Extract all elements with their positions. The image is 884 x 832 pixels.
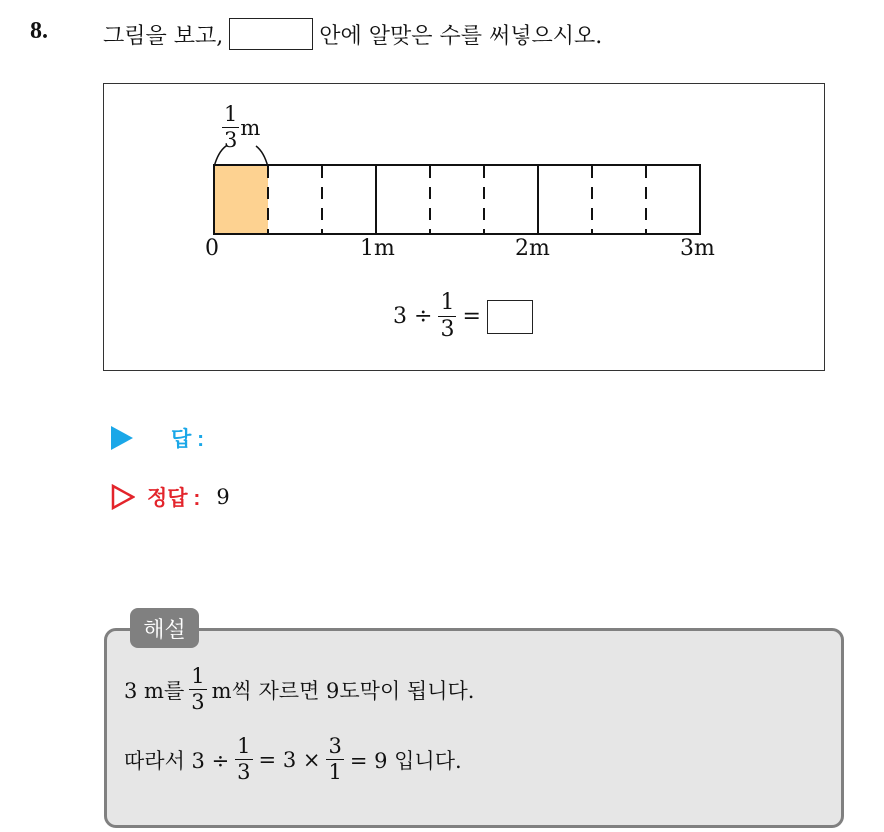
expl2-text-a: 따라서 3 ÷ xyxy=(124,748,230,773)
expl2-fraction-1 xyxy=(235,736,252,783)
expl2-text-c: = 9 입니다. xyxy=(349,748,462,773)
piece-unit: m xyxy=(240,115,261,140)
tick-label-3m: 3m xyxy=(680,236,715,261)
figure-equation xyxy=(393,292,533,341)
piece-fraction xyxy=(222,104,239,151)
shaded-segment xyxy=(214,165,268,234)
equation-fraction-den: 3 xyxy=(440,317,455,342)
expl2-fraction-2 xyxy=(326,736,343,783)
answer-label: 답 : xyxy=(171,428,205,451)
question-text-before: 그림을 보고, xyxy=(103,23,224,49)
equation-fraction-num: 1 xyxy=(440,290,455,315)
correct-arrow-icon xyxy=(111,484,135,510)
expl1-text-a: 3 m를 xyxy=(124,678,185,703)
equation-answer-box[interactable] xyxy=(487,300,533,334)
expl2-text-b: = 3 × xyxy=(258,747,321,772)
expl2-fraction-2-num: 3 xyxy=(328,734,342,758)
explanation-tag: 해설 xyxy=(130,608,199,648)
expl2-fraction-1-den: 3 xyxy=(237,760,251,784)
expl1-fraction-num: 1 xyxy=(191,664,205,688)
explanation-box xyxy=(104,628,844,828)
answer-arrow-icon xyxy=(111,426,133,450)
answer-row xyxy=(111,423,204,453)
equation-fraction xyxy=(438,292,456,341)
explanation-line-1 xyxy=(124,666,474,713)
question-number: 8. xyxy=(30,18,48,44)
correct-answer-value: 9 xyxy=(216,485,230,509)
expl2-fraction-1-num: 1 xyxy=(237,734,251,758)
bar-outline xyxy=(214,165,700,234)
piece-length-label xyxy=(222,104,260,151)
explanation-line-2 xyxy=(124,736,462,783)
tick-label-0: 0 xyxy=(205,236,219,261)
equation-lhs: 3 ÷ xyxy=(393,304,433,329)
correct-answer-label: 정답 : xyxy=(147,487,201,510)
expl1-fraction xyxy=(189,666,206,713)
equation-equals: = xyxy=(462,304,481,329)
expl2-fraction-2-den: 1 xyxy=(328,760,342,784)
question-text-after: 안에 알맞은 수를 써넣으시오. xyxy=(319,23,603,49)
piece-fraction-num: 1 xyxy=(224,102,238,126)
tick-label-1m: 1m xyxy=(360,236,395,261)
piece-fraction-den: 3 xyxy=(224,128,238,152)
correct-answer-row xyxy=(111,482,230,512)
tick-label-2m: 2m xyxy=(515,236,550,261)
expl1-text-b: m씩 자르면 9도막이 됩니다. xyxy=(211,678,475,703)
expl1-fraction-den: 3 xyxy=(191,690,205,714)
